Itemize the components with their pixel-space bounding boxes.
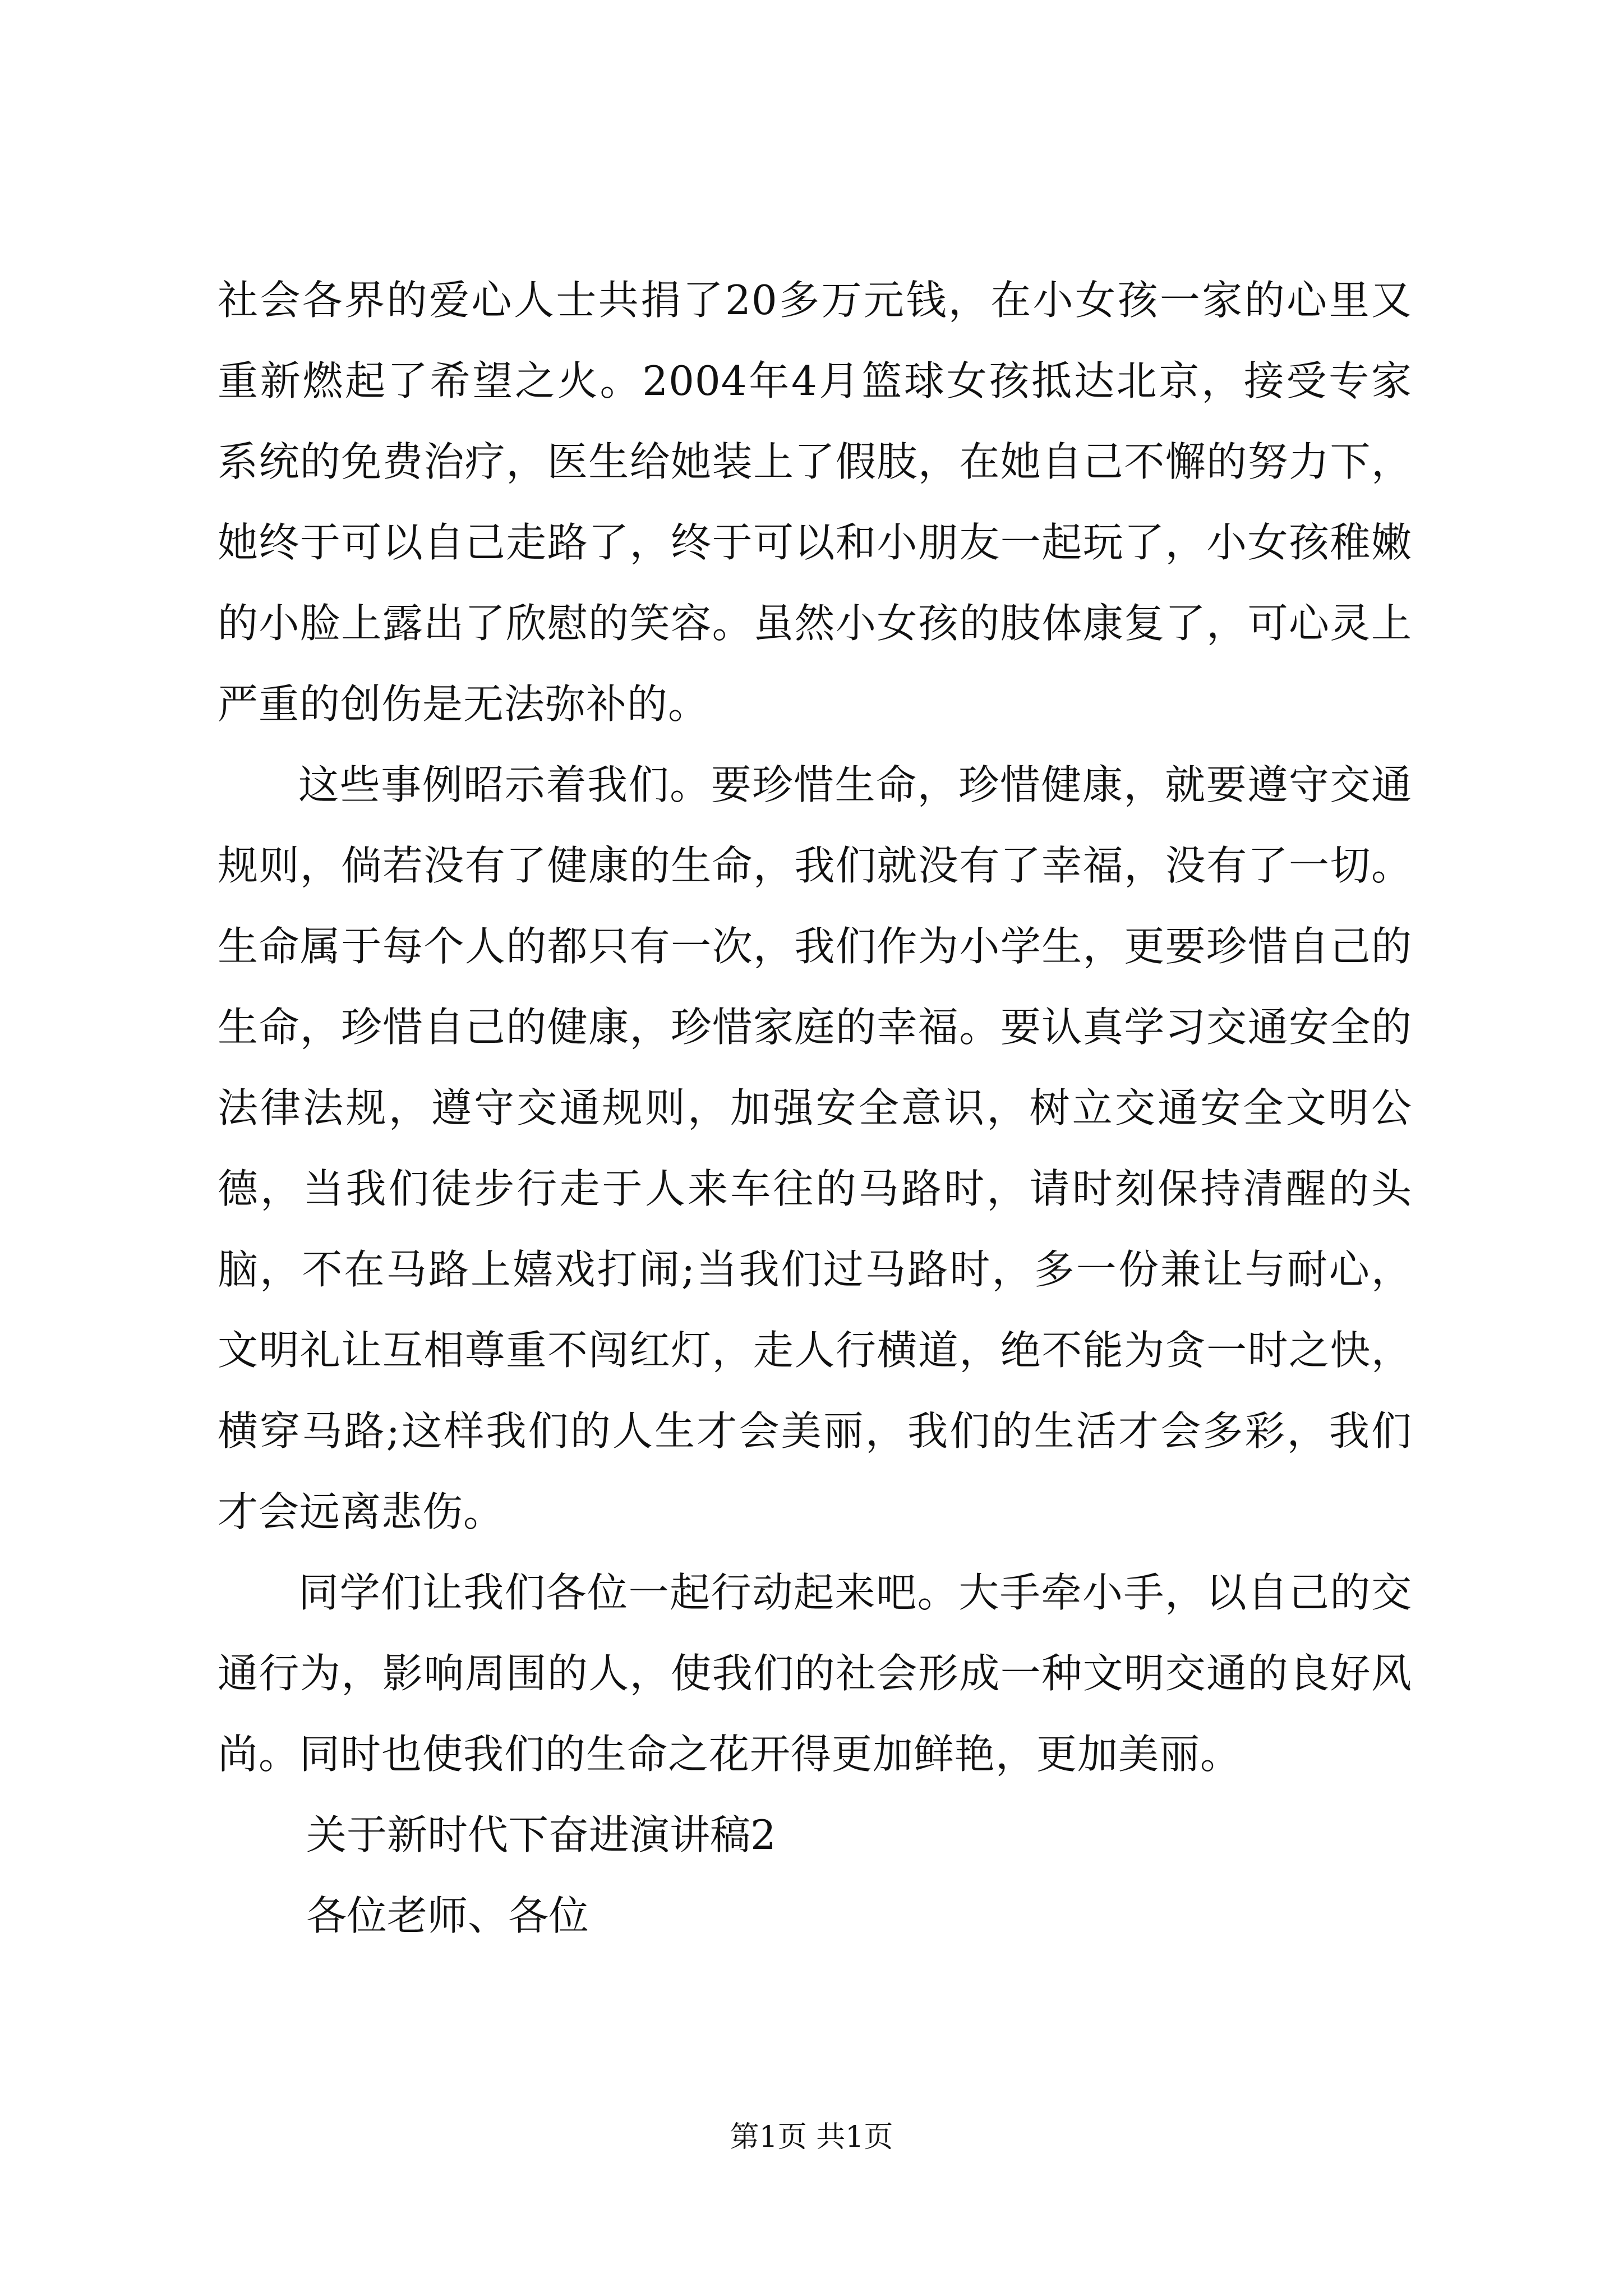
paragraph-continuation: 社会各界的爱心人士共捐了20多万元钱，在小女孩一家的心里又重新燃起了希望之火。2004年4月篮球女孩抵达北京，接受专家系统的免费治疗，医生给她装上了假肢，在她自己不懈的努力下，她终于可以自己走路了，终于可以和小朋友一起玩了，小女孩稚嫩的小脸上露出了欣慰的笑容。虽然小女孩的肢体康复了，可心灵上严重的创伤是无法弥补的。 (218, 277, 1412, 728)
greeting-line: 各位老师、各位 (306, 1892, 589, 1939)
paragraph-lessons: 这些事例昭示着我们。要珍惜生命，珍惜健康，就要遵守交通规则，倘若没有了健康的生命，我们就没有了幸福，没有了一切。生命属于每个人的都只有一次，我们作为小学生，更要珍惜自己的生命，珍惜自己的健康，珍惜家庭的幸福。要认真学习交通安全的法律法规，遵守交通规则，加强安全意识，树立交通安全文明公德，当我们徒步行走于人来车往的马路时，请时刻保持清醒的头脑，不在马路上嬉戏打闹;当我们过马路时，多一份兼让与耐心，文明礼让互相尊重不闯红灯，走人行横道，绝不能为贪一时之快，横穿马路;这样我们的人生才会美丽，我们的生活才会多彩，我们才会远离悲伤。 (218, 761, 1412, 1535)
paragraph-call-to-action: 同学们让我们各位一起行动起来吧。大手牵小手，以自己的交通行为，影响周围的人，使我们的社会形成一种文明交通的良好风尚。同时也使我们的生命之花开得更加鲜艳，更加美丽。 (218, 1569, 1412, 1778)
page-footer: 第1页 共1页 (730, 2120, 893, 2154)
document-body (218, 260, 1412, 1956)
section-title: 关于新时代下奋进演讲稿2 (306, 1811, 776, 1858)
